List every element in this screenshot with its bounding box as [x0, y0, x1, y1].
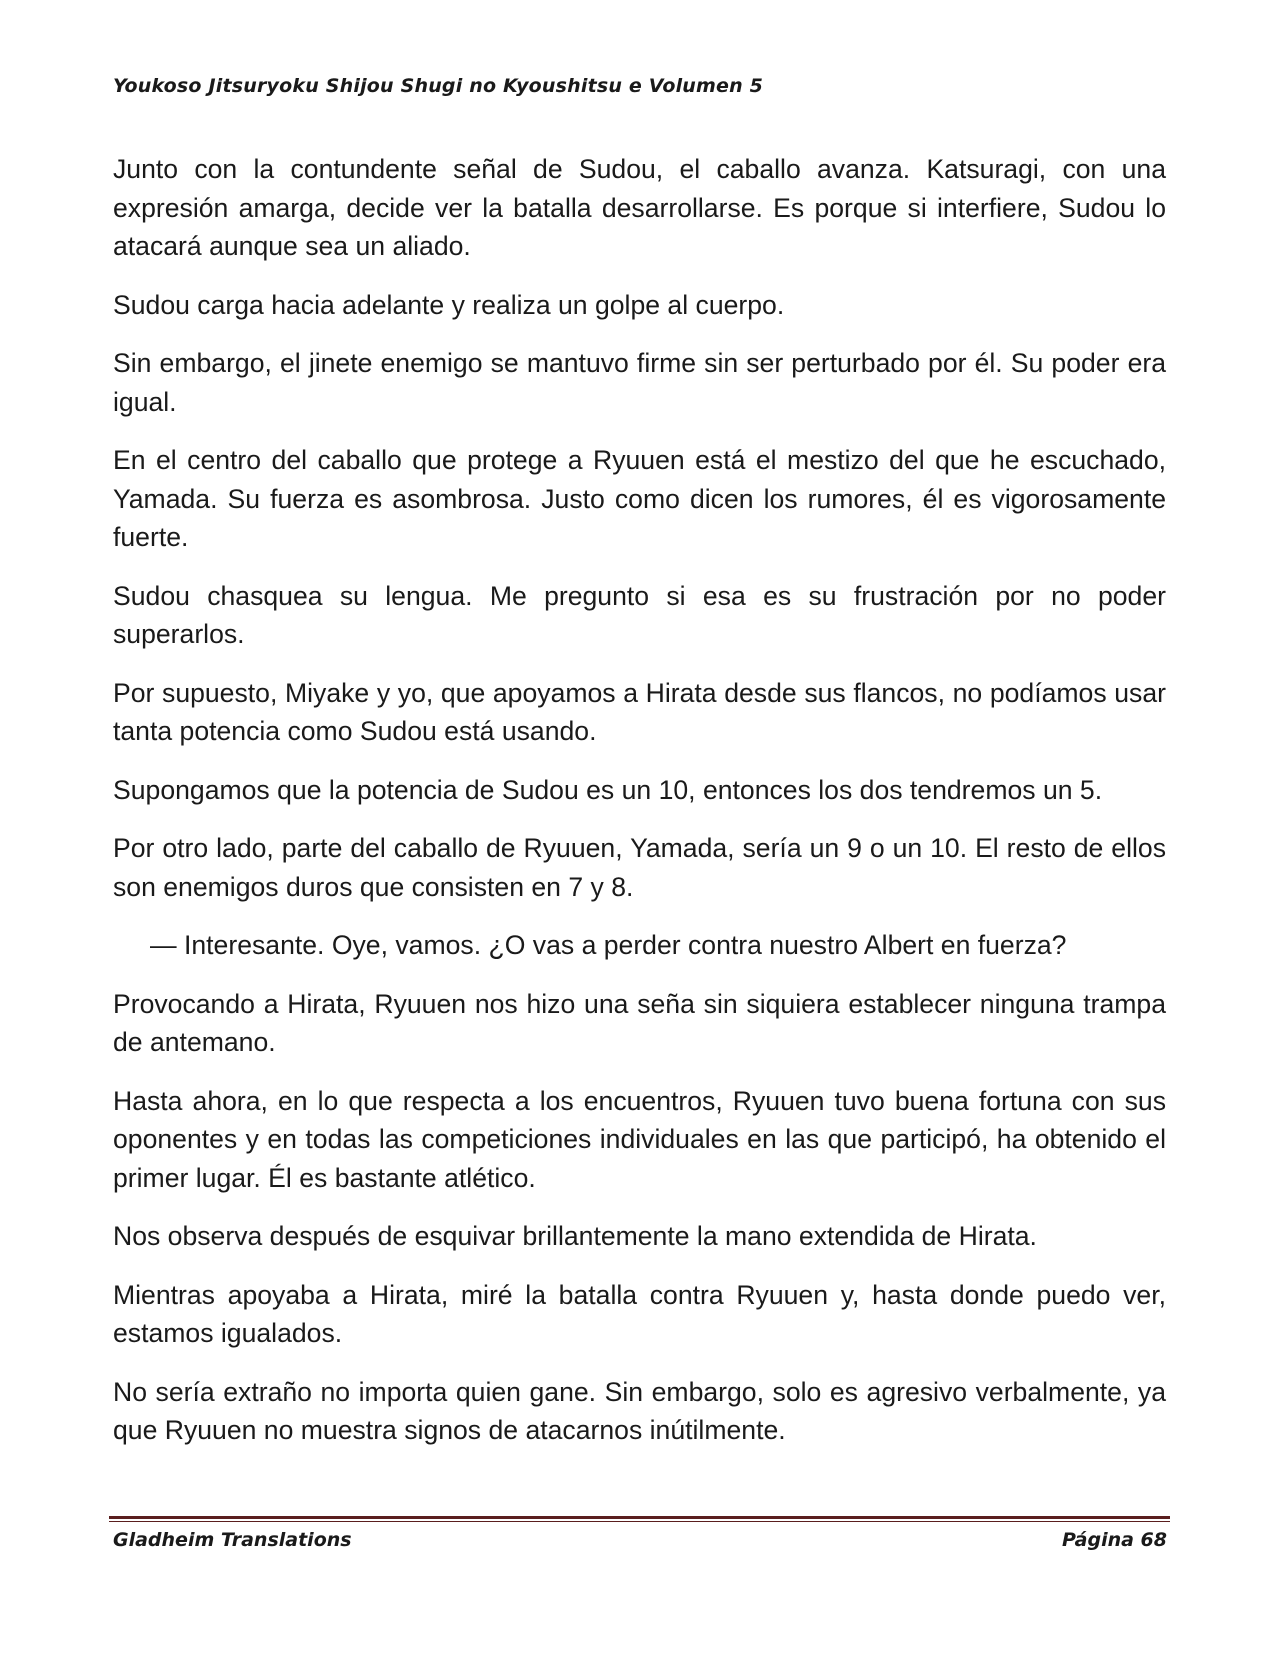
page-body — [113, 150, 1166, 1470]
paragraph: Por otro lado, parte del caballo de Ryuuen, Yamada, sería un 9 o un 10. El resto de ellos son enemigos duros que consisten en 7 y 8. — [113, 833, 1166, 902]
paragraph: Junto con la contundente señal de Sudou, el caballo avanza. Katsuragi, con una expresión amarga, decide ver la batalla desarrollarse. Es porque si interfiere, Sudou lo atacará aunque sea un aliado. — [113, 154, 1166, 261]
paragraph: Provocando a Hirata, Ryuuen nos hizo una seña sin siquiera establecer ninguna trampa de antemano. — [113, 988, 1166, 1057]
paragraph: Supongamos que la potencia de Sudou es un 10, entonces los dos tendremos un 5. — [113, 774, 1103, 805]
paragraph: Hasta ahora, en lo que respecta a los encuentros, Ryuuen tuvo buena fortuna con sus oponentes y en todas las competiciones individuales en las que participó, ha obtenido el primer lugar. Él es bastante atlético. — [113, 1085, 1166, 1193]
paragraph: Sin embargo, el jinete enemigo se mantuvo firme sin ser perturbado por él. Su poder era igual. — [113, 348, 1166, 417]
paragraph: Sudou carga hacia adelante y realiza un golpe al cuerpo. — [113, 289, 785, 320]
paragraph: Por supuesto, Miyake y yo, que apoyamos a Hirata desde sus flancos, no podíamos usar tanta potencia como Sudou está usando. — [113, 677, 1166, 746]
page-number: Página 68 — [1061, 1529, 1167, 1551]
footer-divider — [109, 1516, 1170, 1522]
paragraph: No sería extraño no importa quien gane. Sin embargo, solo es agresivo verbalmente, ya que Ryuuen no muestra signos de atacarnos inútilmente. — [113, 1376, 1166, 1445]
paragraph: Nos observa después de esquivar brillantemente la mano extendida de Hirata. — [113, 1221, 1037, 1251]
paragraph: Mientras apoyaba a Hirata, miré la batalla contra Ryuuen y, hasta donde puedo ver, estamos igualados. — [113, 1279, 1166, 1348]
dialogue-line: — Interesante. Oye, vamos. ¿O vas a perder contra nuestro Albert en fuerza? — [150, 930, 1067, 960]
footer-publisher: Gladheim Translations — [113, 1529, 352, 1551]
paragraph: Sudou chasquea su lengua. Me pregunto si esa es su frustración por no poder superarlos. — [113, 580, 1166, 649]
running-header-title: Youkoso Jitsuryoku Shijou Shugi no Kyoushitsu e Volumen 5 — [113, 75, 764, 97]
paragraph: En el centro del caballo que protege a Ryuuen está el mestizo del que he escuchado, Yamada. Su fuerza es asombrosa. Justo como dicen los rumores, él es vigorosamente fuerte. — [113, 445, 1166, 552]
footer-divider-thin — [109, 1521, 1170, 1522]
footer-divider-thick — [109, 1516, 1170, 1519]
